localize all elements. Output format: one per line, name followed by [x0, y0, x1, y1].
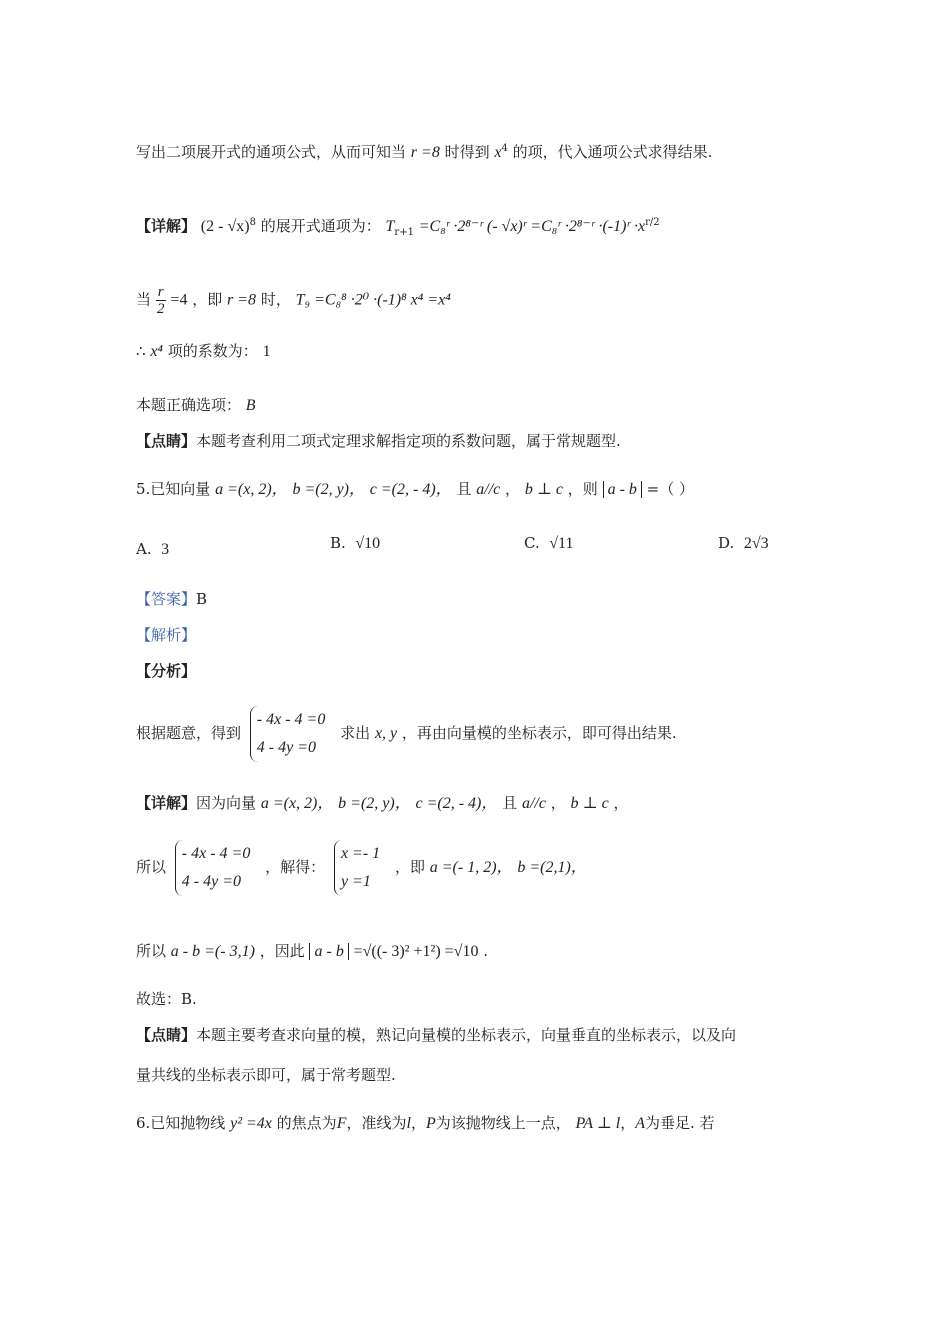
solve-line [136, 840, 830, 896]
review-text: 本题主要考查求向量的模，熟记向量模的坐标表示，向量垂直的坐标表示，以及向 [196, 1026, 737, 1044]
equation-2: 4 - 4y =0 [181, 873, 242, 890]
option-c [524, 534, 573, 553]
magnitude-value: =√((- 3)² +1²) =√10 [353, 943, 479, 960]
math-xy: x, y [374, 725, 398, 742]
equation-system [250, 706, 332, 762]
detail-text: 的展开式通项为： [260, 217, 381, 235]
review-text: 量共线的坐标表示即可，属于常考题型. [136, 1066, 396, 1084]
detail-text: 因为向量 [196, 794, 257, 812]
math-equals-4: =4 [170, 291, 188, 309]
equation-1: - 4x - 4 =0 [256, 711, 326, 728]
review2-line1 [136, 1024, 830, 1046]
review-tag: 【点睛】 [136, 1026, 197, 1044]
answer-line [136, 588, 830, 610]
correct-value: B [245, 397, 256, 414]
question6-line [136, 1112, 830, 1135]
coeff-line [136, 340, 830, 363]
q5-text: ，则 [567, 480, 598, 498]
equation-system [175, 840, 257, 896]
option-label: B. [330, 534, 346, 552]
option-value: √11 [549, 535, 574, 552]
general-term-formula: =C₈ʳ ·2⁸⁻ʳ (- √x)ʳ =C₈ʳ ·2⁸⁻ʳ ·(-1)ʳ ·x [418, 218, 646, 235]
perpendicular-pa: PA ⊥ l [575, 1115, 621, 1132]
solve-text: ，即 [394, 858, 425, 876]
correct-text: 本题正确选项： [136, 396, 242, 414]
choose-line [136, 988, 830, 1010]
q6-text: ， [410, 1114, 426, 1132]
solution-x: x =- 1 [340, 845, 381, 862]
detail1-line [136, 212, 830, 244]
vector-a: a =(x, 2)， [260, 795, 334, 812]
math-sup: 8 [249, 217, 256, 228]
q6-text: 为垂足. 若 [645, 1114, 715, 1132]
review-tag: 【点睛】 [136, 432, 197, 450]
detail-tag: 【详解】 [136, 217, 197, 235]
solution-system [334, 840, 386, 896]
math-t9: T₉ =C₈⁸ ·2⁰ ·(-1)⁸ x⁴ =x⁴ [295, 291, 451, 309]
intro-text: 写出二项展开式的通项公式，从而可知当 [136, 143, 407, 161]
vector-b: b =(2, y)， [338, 795, 411, 812]
option-label: A. [136, 540, 152, 558]
point-p: P [425, 1115, 436, 1132]
option-value: 2√3 [743, 535, 769, 552]
vector-difference: a - b =(- 3,1) [170, 943, 255, 960]
when-text: 时， [260, 290, 291, 309]
math-sup: 4 [501, 143, 508, 154]
vector-magnitude: a - b [603, 481, 642, 498]
q5-text: 且 [456, 480, 472, 498]
detail-text: ， [550, 794, 566, 812]
vector-a-value: a =(- 1, 2)， [429, 859, 513, 876]
parallel-condition: a//c [521, 795, 546, 812]
solve-text: 所以 [136, 858, 167, 876]
math-x4: x⁴ [150, 343, 163, 360]
detail-text: 且 [502, 794, 518, 812]
intro-text: 时得到 [444, 143, 490, 161]
q6-text: ， [620, 1114, 636, 1132]
point-a: A [635, 1115, 646, 1132]
answer-tag: 【答案】 [136, 590, 197, 608]
fenxi-tag: 【分析】 [136, 662, 197, 680]
when-text: 当 [136, 290, 152, 309]
detail2-line [136, 792, 830, 815]
general-term: T [385, 218, 395, 235]
math-sup: r/2 [645, 217, 660, 228]
result-text: . [483, 942, 489, 960]
review1-line [136, 430, 830, 452]
coeff-value: 1 [262, 343, 271, 360]
equation-2: 4 - 4y =0 [256, 739, 317, 756]
analysis-line [136, 624, 830, 646]
therefore-symbol: ∴ [136, 342, 146, 360]
intro-line [136, 138, 830, 164]
analysis-tag: 【解析】 [136, 626, 197, 644]
question5-line [136, 478, 830, 501]
solution-y: y =1 [340, 873, 371, 890]
result-text: 所以 [136, 942, 167, 960]
math-r-equals-8: r =8 [227, 291, 257, 309]
focus-f: F [336, 1115, 347, 1132]
fenxi-line [136, 660, 830, 682]
option-d [718, 534, 769, 553]
detail-tag: 【详解】 [136, 794, 197, 812]
parallel-condition: a//c [476, 481, 501, 498]
parabola-equation: y² =4x [230, 1115, 272, 1132]
option-label: D. [718, 534, 735, 552]
fraction-numerator: r [157, 284, 164, 300]
fraction-r-over-2 [156, 284, 166, 317]
fenxi-text: 求出 [340, 724, 371, 742]
detail-text: ， [613, 794, 629, 812]
option-value: 3 [161, 541, 170, 558]
q5-text: 5.已知向量 [136, 480, 211, 498]
vector-c: c =(2, - 4)， [415, 795, 498, 812]
binomial-expression: (2 - √x) [200, 218, 250, 235]
option-label: C. [524, 534, 540, 552]
q6-text: 6.已知抛物线 [136, 1114, 226, 1132]
review-text: 本题考查利用二项式定理求解指定项的系数问题，属于常规题型. [196, 432, 621, 450]
when-text: ，即 [192, 290, 223, 309]
fenxi-text: ，再由向量模的坐标表示，即可得出结果. [401, 724, 677, 742]
option-value: √10 [355, 535, 381, 552]
result-line [136, 940, 830, 963]
math-r-equals-8: r =8 [410, 144, 440, 161]
perpendicular-condition: b ⊥ c [524, 481, 563, 498]
fenxi-content [136, 706, 830, 762]
q6-text: 的焦点为 [276, 1114, 337, 1132]
q5-text: ， [505, 480, 521, 498]
math-x: x [494, 144, 502, 161]
vector-a: a =(x, 2)， [215, 481, 288, 498]
vector-magnitude: a - b [309, 943, 348, 960]
choose-text: 故选：B. [136, 990, 197, 1008]
directrix-l: l [406, 1115, 411, 1132]
correct-line [136, 394, 830, 417]
equation-1: - 4x - 4 =0 [181, 845, 251, 862]
result-text: ，因此 [259, 942, 305, 960]
solve-text: ，解得： [265, 858, 326, 876]
q6-text: 为该抛物线上一点， [435, 1114, 571, 1132]
fraction-denominator: 2 [156, 301, 165, 317]
math-sub: r+1 [394, 227, 414, 238]
vector-c: c =(2, - 4)， [369, 481, 452, 498]
option-b [330, 534, 380, 553]
vector-b: b =(2, y)， [292, 481, 365, 498]
q5-blank: =（ ） [646, 480, 695, 498]
answer-value: B [196, 590, 208, 608]
vector-b-value: b =(2,1)， [517, 859, 587, 876]
option-a [136, 540, 169, 559]
coeff-text: 项的系数为： [167, 342, 258, 360]
q6-text: ，准线为 [346, 1114, 407, 1132]
review2-line2 [136, 1064, 830, 1086]
perpendicular-condition: b ⊥ c [570, 795, 609, 812]
when-line [136, 284, 830, 317]
fenxi-text: 根据题意，得到 [136, 724, 242, 742]
intro-text: 的项，代入通项公式求得结果. [512, 143, 713, 161]
